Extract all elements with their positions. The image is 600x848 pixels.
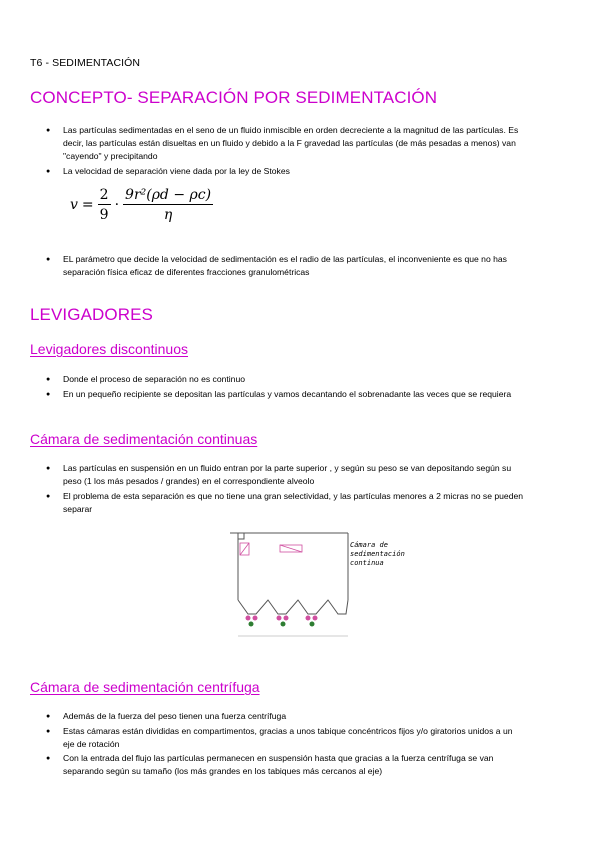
formula-lhs: v — [70, 197, 78, 213]
subsection-title-camara-continua: Cámara de sedimentación continuas — [30, 431, 258, 447]
outlet-valve-4 — [277, 616, 282, 621]
list-item: ● EL parámetro que decide la velocidad de sedimentación es el radio de las partículas, el inconveniente es que no has separación física eficaz de diferentes fracciones granulométricas — [46, 253, 526, 279]
stokes-formula — [70, 187, 213, 223]
list-item: ● Donde el proceso de separación no es continuo — [46, 373, 526, 386]
list-item: ● Estas cámaras están divididas en compartimentos, gracias a unos tabique concéntricos fijos y/o giratorios unidos a un eje de rotación — [46, 725, 526, 751]
particle-path-1 — [240, 543, 249, 555]
outlet-valve-9 — [310, 622, 315, 627]
outlet-valve-3 — [249, 622, 254, 627]
document-label: T6 - SEDIMENTACIÓN — [30, 57, 141, 69]
list-item: ● Las partículas en suspensión en un fluido entran por la parte superior , y según su peso se van depositando según su peso (1 los más pesados / grandes) en el correspondiente alveolo — [46, 462, 526, 488]
section-title-concepto: CONCEPTO- SEPARACIÓN POR SEDIMENTACIÓN — [30, 88, 438, 107]
formula-dot: · — [114, 197, 120, 213]
formula-fraction-numerator: 9r²(ρd − ρc) — [125, 187, 212, 203]
formula-fraction-main — [123, 187, 213, 223]
inlet-box — [238, 533, 244, 539]
formula-fraction-denominator: η — [163, 207, 173, 223]
formula-fraction-constant — [98, 187, 111, 223]
list-item: ● El problema de esta separación es que no tiene una gran selectividad, y las partículas menores a 2 micras no se pueden separar — [46, 490, 526, 516]
list-item: ● Además de la fuerza del peso tienen una fuerza centrífuga — [46, 710, 526, 723]
camara-centrifuga-bullet-list — [46, 710, 526, 780]
list-item: ● En un pequeño recipiente se depositan las partículas y vamos decantando el sobrenadante las veces que se requiera — [46, 388, 526, 401]
outlet-valve-1 — [246, 616, 251, 621]
list-item: ● Las partículas sedimentadas en el seno de un fluido inmiscible en orden decreciente a la magnitud de las partículas. Es decir, las partículas están disueltas en un fluido y debido a la F gravedad las partículas (de más pesadas a menos) van "cayendo" y precipitando — [46, 124, 526, 163]
outlet-valve-8 — [313, 616, 318, 621]
concepto-bullet-list-2 — [46, 253, 526, 281]
section-title-levigadores: LEVIGADORES — [30, 305, 153, 324]
list-item: ● Con la entrada del flujo las partículas permanecen en suspensión hasta que gracias a la fuerza centrífuga se van separando según su tamaño (los más grandes en los tabiques más cercanos al eje) — [46, 752, 526, 778]
concepto-bullet-list — [46, 124, 526, 179]
diagram-label: Cámara de sedimentación continua — [350, 541, 405, 567]
subsection-title-discontinuos: Levigadores discontinuos — [30, 341, 188, 357]
particle-path-2 — [280, 545, 302, 552]
formula-fraction-numerator: 2 — [99, 187, 109, 203]
outlet-valve-7 — [306, 616, 311, 621]
outlet-valve-2 — [253, 616, 258, 621]
formula-equals: = — [81, 197, 94, 213]
camara-continua-bullet-list — [46, 462, 526, 517]
subsection-title-camara-centrifuga: Cámara de sedimentación centrífuga — [30, 679, 260, 695]
discontinuos-bullet-list — [46, 373, 526, 402]
list-item: ● La velocidad de separación viene dada por la ley de Stokes — [46, 165, 526, 178]
outlet-valve-6 — [281, 622, 286, 627]
outlet-valve-5 — [284, 616, 289, 621]
hopper-outline — [238, 600, 348, 614]
formula-fraction-denominator: 9 — [99, 207, 109, 223]
